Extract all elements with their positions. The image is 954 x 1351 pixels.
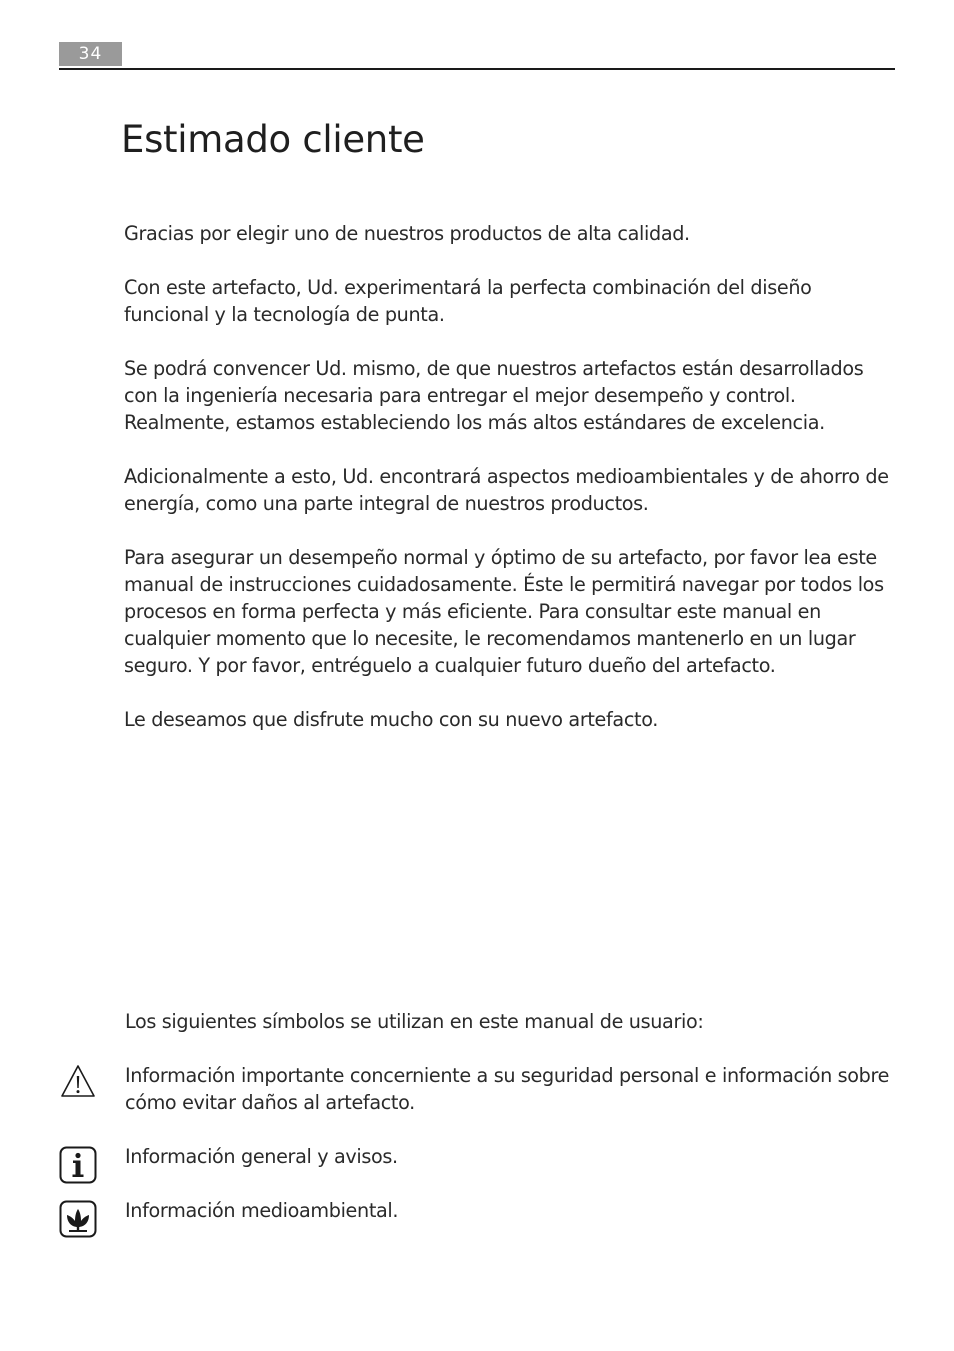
warning-triangle-icon — [59, 1062, 97, 1100]
page-number: 34 — [59, 42, 122, 66]
paragraph-environment: Adicionalmente a esto, Ud. encontrará aspectos medioambientales y de ahorro de energía, como una parte integral de nuestros productos. — [124, 465, 889, 515]
paragraph-manual: Para asegurar un desempeño normal y óptimo de su artefacto, por favor lea este manual de instrucciones cuidadosamente. Éste le permitirá navegar por todos los procesos en forma perfecta y más eficiente. Para consultar este manual en cualquier momento que lo necesite, le recomendamos mantenerlo en un lugar seguro. Y por favor, entréguelo a cualquier futuro dueño del artefacto. — [124, 546, 884, 677]
page-title: Estimado cliente — [121, 118, 425, 161]
symbol-text-environment: Información medioambiental. — [125, 1199, 399, 1222]
info-icon — [59, 1146, 97, 1184]
intro-text — [124, 220, 894, 760]
header-rule — [59, 68, 895, 70]
symbol-text-info: Información general y avisos. — [125, 1145, 398, 1168]
paragraph-thanks: Gracias por elegir uno de nuestros productos de alta calidad. — [124, 222, 690, 245]
paragraph-enjoy: Le deseamos que disfrute mucho con su nuevo artefacto. — [124, 708, 658, 731]
paragraph-design: Con este artefacto, Ud. experimentará la perfecta combinación del diseño funcional y la tecnología de punta. — [124, 276, 812, 326]
environment-icon — [59, 1200, 97, 1238]
symbol-text-warning: Información importante concerniente a su seguridad personal e información sobre cómo evitar daños al artefacto. — [125, 1064, 890, 1114]
symbols-intro: Los siguientes símbolos se utilizan en este manual de usuario: — [125, 1010, 704, 1033]
paragraph-engineering: Se podrá convencer Ud. mismo, de que nuestros artefactos están desarrollados con la ingeniería necesaria para entregar el mejor desempeño y control. Realmente, estamos estableciendo los más altos estándares de excelencia. — [124, 357, 864, 434]
